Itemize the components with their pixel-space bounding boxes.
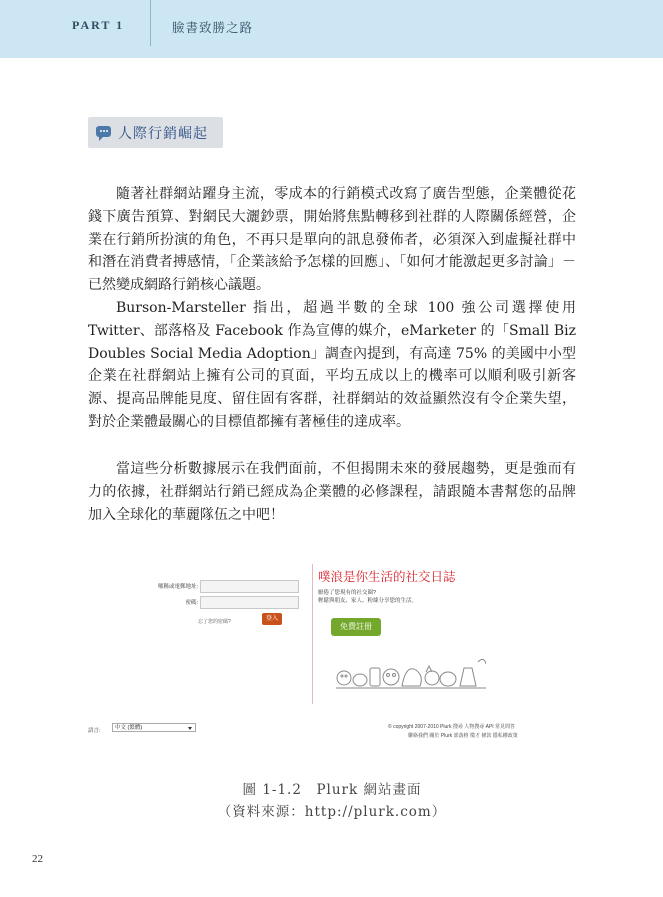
body-paragraph-3: 當這些分析數據展示在我們面前，不但揭開未來的發展趨勢，更是強而有力的依據，社群網站行銷已經成為企業體的必修課程，請跟隨本書幫您的品牌加入全球化的華麗隊伍之中吧！ bbox=[88, 461, 576, 523]
email-field[interactable] bbox=[200, 580, 299, 593]
description-line-1: 厭倦了您現有的社交圈? bbox=[318, 590, 377, 596]
signup-button[interactable]: 免費註冊 bbox=[331, 618, 381, 636]
plurk-tagline: 噗浪是你生活的社交日誌 bbox=[318, 569, 456, 584]
figure-caption: 圖 1-1.2 Plurk 網站畫面 bbox=[242, 782, 422, 798]
plurk-screenshot bbox=[88, 550, 576, 750]
body-paragraph-1: 隨著社群網站躍身主流，零成本的行銷模式改寫了廣告型態，企業體從花錢下廣告預算、對網民大灑鈔票，開始將焦點轉移到社群的人際關係經營，企業在行銷所扮演的角色，不再只是單向的訊息發佈者，必須深入到虛擬社群中和潛在消費者搏感情，「企業該給予怎樣的回應」、「如何才能激起更多討論」－已然變成網路行銷核心議題。 bbox=[88, 186, 576, 294]
header-divider bbox=[150, 0, 151, 46]
divider bbox=[312, 564, 313, 704]
language-select[interactable]: 中文 (繁體) bbox=[112, 723, 196, 732]
forgot-password-link[interactable]: 忘了您的密碼? bbox=[198, 619, 231, 625]
language-label: 語言: bbox=[88, 728, 101, 734]
description-line-2: 輕鬆與朋友、家人、粉絲分享您的生活。 bbox=[318, 598, 418, 604]
figure-source: （資料來源：http://plurk.com） bbox=[217, 804, 447, 820]
page-number: 22 bbox=[32, 853, 43, 865]
body-paragraph-2: Burson-Marsteller 指出，超過半數的全球 100 強公司選擇使用 Twitter、部落格及 Facebook 作為宣傳的媒介，eMarketer 的「Small Biz Doubles Social Media Adoption」調查內提到，有高達 75% 的美國中小型企業在社群網站上擁有公司的頁面，平均五成以上的機率可以順利吸引新客源、提高品牌能見度、留住固有客群，社群網站的效益顯然沒有令企業失望，對於企業體最關心的目標值都擁有著極佳的達成率。 bbox=[88, 300, 576, 430]
chapter-title: 臉書致勝之路 bbox=[172, 20, 254, 35]
password-field[interactable] bbox=[200, 596, 299, 609]
speech-bubble-icon bbox=[96, 126, 111, 137]
footer-links-row-2[interactable]: 聯絡我們 關於 Plurk 部落格 徵才 條款 隱私權政策 bbox=[408, 733, 518, 739]
email-label: 暱稱或電郵地址: bbox=[157, 584, 198, 590]
footer-links-row-1[interactable]: © copyright 2007-2010 Plurk 搜尋 人物搜尋 API 常見問答 bbox=[388, 724, 516, 730]
plurk-description bbox=[318, 589, 417, 605]
section-title: 人際行銷崛起 bbox=[118, 126, 208, 142]
part-label: PART 1 bbox=[72, 18, 125, 32]
plurk-mascots-illustration bbox=[336, 650, 486, 692]
page-header bbox=[0, 0, 663, 58]
login-button[interactable]: 登入 bbox=[262, 613, 282, 625]
section-heading bbox=[88, 117, 223, 148]
password-label: 密碼: bbox=[185, 600, 198, 606]
